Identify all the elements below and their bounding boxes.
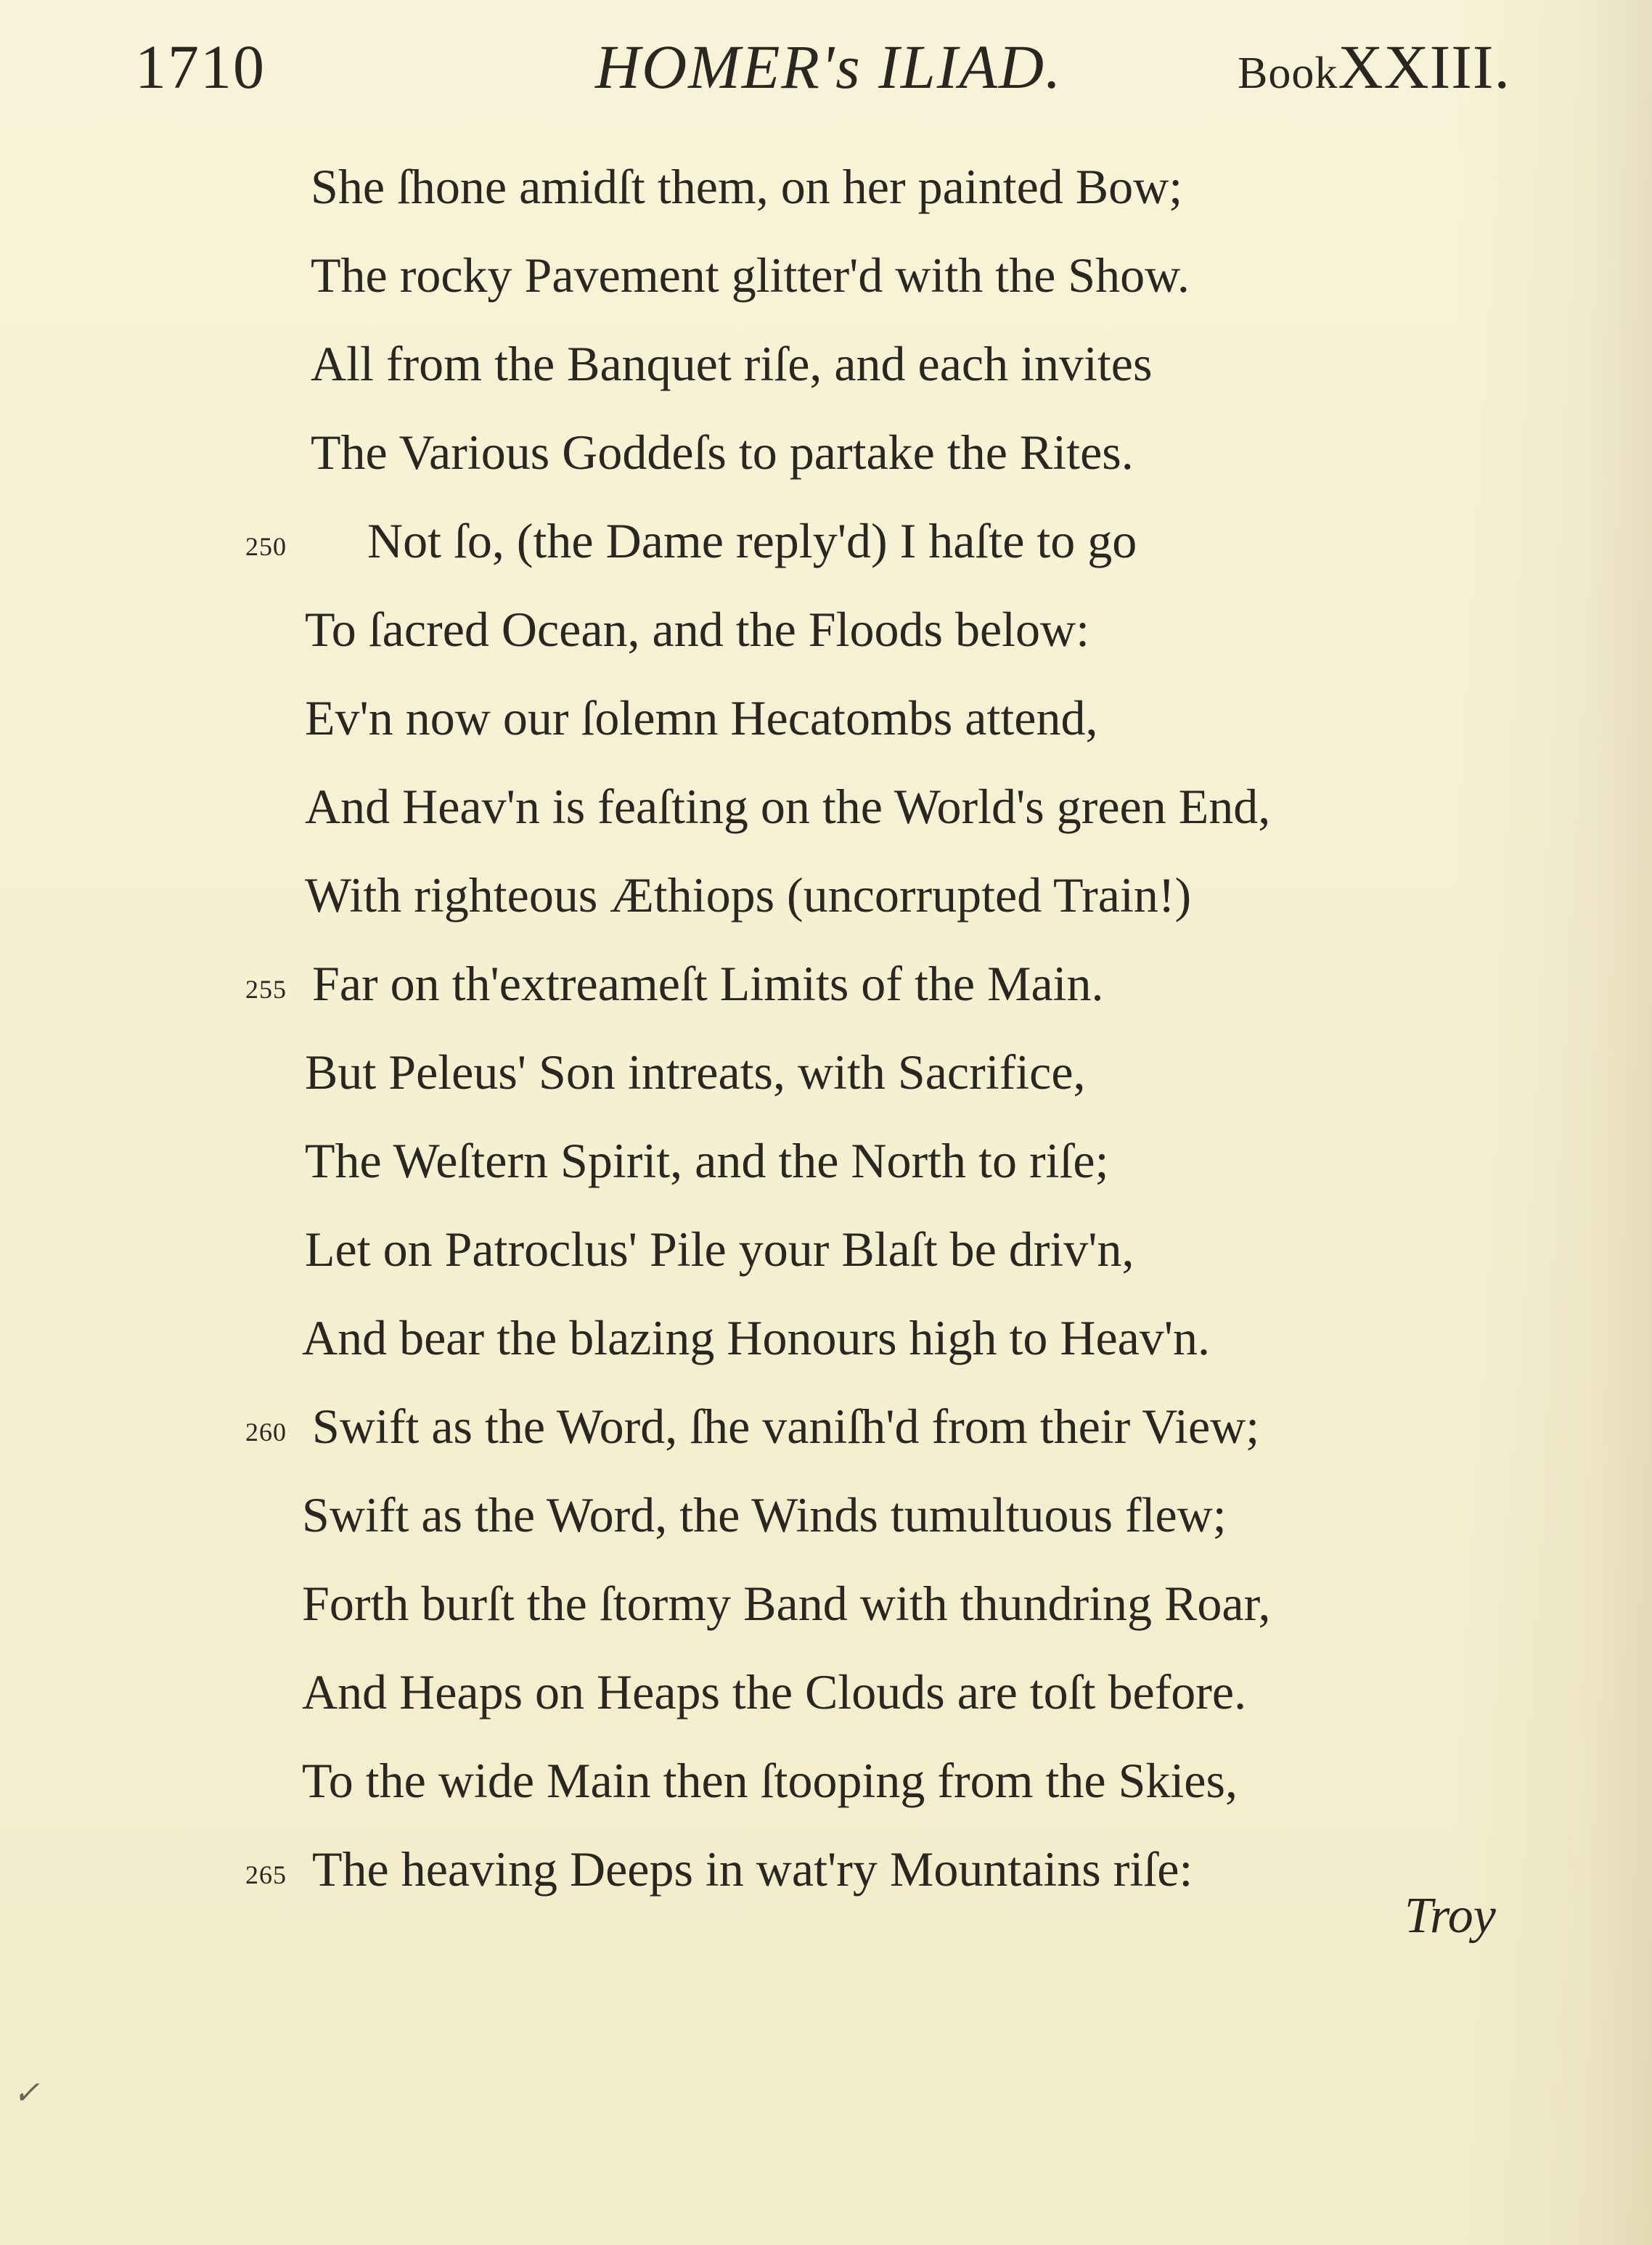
verse-text: And Heav'n is feaſting on the World's green End, — [305, 779, 1271, 834]
verse-line — [0, 1382, 1652, 1471]
book-number: XXIII. — [1338, 32, 1510, 102]
line-number: 260 — [245, 1418, 287, 1447]
verse-text: With righteous Æthiops (uncorrupted Train!) — [305, 867, 1192, 923]
line-number: 265 — [245, 1860, 287, 1889]
verse-line — [0, 585, 1652, 674]
verse-text: Swift as the Word, the Winds tumultuous flew; — [302, 1487, 1227, 1542]
verse-text: And bear the blazing Honours high to Heav'n. — [302, 1310, 1211, 1365]
verse-line — [0, 1648, 1652, 1736]
line-number: 250 — [245, 532, 287, 561]
verse-text: The rocky Pavement glitter'd with the Show. — [311, 248, 1190, 303]
verse-line — [0, 1116, 1652, 1205]
verse-text: To the wide Main then ſtooping from the Skies, — [302, 1753, 1238, 1808]
verse-line — [0, 674, 1652, 762]
verse-text: She ſhone amidſt them, on her painted Bow; — [311, 159, 1183, 214]
verse-text: Not ſo, (the Dame reply'd) I haſte to go — [367, 513, 1137, 568]
running-title: HOMER's ILIAD. — [595, 32, 1063, 102]
verse-text: Ev'n now our ſolemn Hecatombs attend, — [305, 690, 1098, 745]
verse-line — [0, 1736, 1652, 1825]
verse-line — [0, 762, 1652, 851]
verse-line — [0, 319, 1652, 408]
verse-text: All from the Banquet riſe, and each invites — [311, 336, 1153, 391]
verse-text: Far on th'extreameſt Limits of the Main. — [312, 956, 1104, 1011]
book-word: Book — [1238, 49, 1338, 98]
book-label — [1238, 30, 1510, 103]
verse-text: Let on Patroclus' Pile your Blaſt be driv'n, — [305, 1222, 1134, 1277]
verse-text: The Weſtern Spirit, and the North to riſe; — [305, 1133, 1109, 1188]
verse-line — [0, 1471, 1652, 1559]
verse-line — [0, 1559, 1652, 1648]
line-number: 255 — [245, 975, 287, 1004]
verse-text: The Various Goddeſs to partake the Rites. — [311, 425, 1134, 480]
verse-line — [0, 1028, 1652, 1116]
verse-line — [0, 1205, 1652, 1293]
verse-text: But Peleus' Son intreats, with Sacrifice, — [305, 1044, 1086, 1100]
verse-line — [0, 231, 1652, 319]
verse-line — [0, 142, 1652, 231]
verse-line — [0, 1293, 1652, 1382]
poem-text — [0, 142, 1652, 1913]
margin-mark: ✓ — [13, 2075, 40, 2111]
running-header — [0, 30, 1652, 110]
page-number: 1710 — [135, 32, 266, 102]
verse-line — [0, 408, 1652, 496]
verse-line — [0, 496, 1652, 585]
verse-text: The heaving Deeps in wat'ry Mountains riſe: — [312, 1841, 1193, 1897]
verse-line — [0, 939, 1652, 1028]
verse-text: And Heaps on Heaps the Clouds are toſt before. — [302, 1664, 1247, 1719]
verse-text: Forth burſt the ſtormy Band with thundring Roar, — [302, 1576, 1271, 1631]
catchword: Troy — [1404, 1888, 1496, 1944]
verse-text: To ſacred Ocean, and the Floods below: — [305, 602, 1090, 657]
verse-text: Swift as the Word, ſhe vaniſh'd from their View; — [312, 1399, 1260, 1454]
verse-line — [0, 851, 1652, 939]
